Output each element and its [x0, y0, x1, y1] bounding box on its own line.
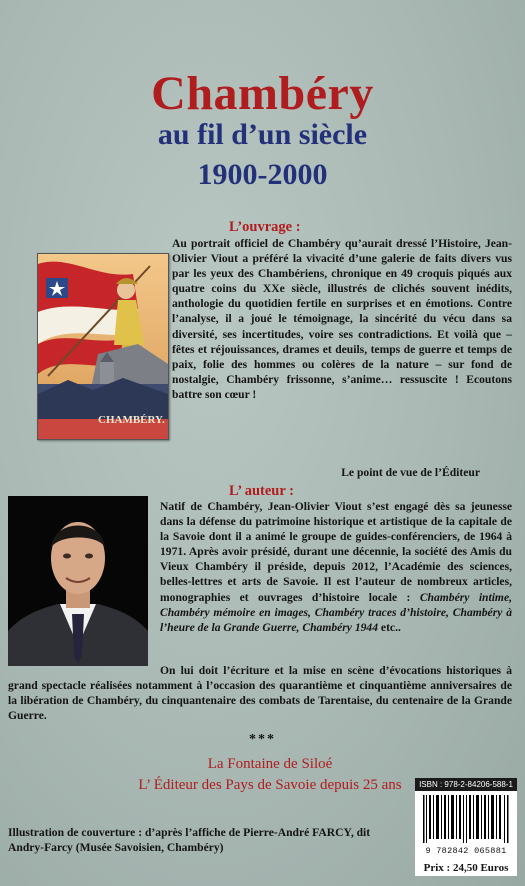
- auteur-text-top: [160, 499, 512, 635]
- publisher-name: La Fontaine de Siloé: [207, 756, 333, 772]
- ouvrage-paragraph: Au portrait officiel de Chambéry qu’aurait dressé l’Histoire, Jean-Olivier Viout a préféré la vivacité d’une galerie de faits divers vus par les yeux des Chambériens, chronique en 49 croquis piqués aux quatre coins du XXe siècle, illustrés de clichés souvent inédits, anthologie du quotidien fertile en surprises et en émotions. Contre l’analyse, il a joué le témoignage, la sincérité du vécu dans sa diversité, ses incertitudes, voire ses contradictions. Et voilà que – fêtes et réjouissances, drames et deuils, temps de guerre et temps de paix, folie des hommes ou colères de la nature – sur fond de nostalgie, Chambéry frissonne, s’anime… ressuscite ! Ecoutons battre son cœur !: [172, 237, 512, 401]
- ouvrage-signature: Le point de vue de l’Éditeur: [341, 466, 480, 479]
- auteur-works-etc: etc..: [378, 620, 401, 634]
- author-photo: [8, 496, 148, 666]
- auteur-heading: L’ auteur :: [229, 483, 294, 499]
- publisher-tagline: L’ Éditeur des Pays de Savoie depuis 25 ans: [138, 777, 402, 793]
- ouvrage-heading: L’ouvrage :: [229, 219, 301, 235]
- section-separator: ***: [249, 732, 276, 747]
- auteur-text-bottom: [8, 663, 512, 723]
- author-portrait: [8, 496, 148, 666]
- isbn-label: ISBN : 978-2-84206-588-1: [415, 778, 517, 791]
- publisher-block: [130, 754, 410, 796]
- ouvrage-text: [172, 236, 512, 402]
- poster-label: CHAMBÉRY.: [98, 414, 165, 426]
- book-title: Chambéry: [151, 67, 374, 120]
- poster-illustration: [37, 253, 169, 440]
- auteur-works: Chambéry intime, Chambéry mémoire en images, Chambéry traces d’histoire, Chambéry à l’heure de la Grande Guerre, Chambéry 1944: [160, 590, 512, 634]
- isbn-barcode-box: [415, 778, 517, 860]
- book-years: 1900-2000: [197, 158, 328, 191]
- barcode-number: 9 782842 065881: [425, 846, 507, 856]
- cover-credit: Illustration de couverture : d’après l’affiche de Pierre-André FARCY, dit Andry-Farcy (Musée Savoisien, Chambéry): [8, 826, 371, 854]
- barcode-icon: [415, 791, 517, 846]
- book-subtitle: au fil d’un siècle: [157, 118, 368, 151]
- auteur-paragraph-1: Natif de Chambéry, Jean-Olivier Viout s’est engagé dès sa jeunesse dans la défense du patrimoine historique et artistique de la capitale de la Savoie dont il a animé le groupe de guides-conférenciers, de 1964 à 1971. Après avoir présidé, durant une décennie, la société des Amis du Vieux Chambéry il préside, depuis 2012, l’Académie des sciences, belles-lettres et arts de Savoie. Il est l’auteur de nombreux articles, monographies et ouvrages d’histoire locale :: [160, 500, 512, 604]
- poster-artwork: [38, 254, 168, 439]
- auteur-paragraph-2: On lui doit l’écriture et la mise en scène d’évocations historiques à grand spectacle réalisées notamment à l’occasion des quarantième et cinquantième anniversaires de la libération de Chambéry, du cinquantenaire des combats de Tarentaise, du centenaire de la Grande Guerre.: [8, 664, 512, 723]
- price-label: Prix : 24,50 Euros: [415, 860, 517, 876]
